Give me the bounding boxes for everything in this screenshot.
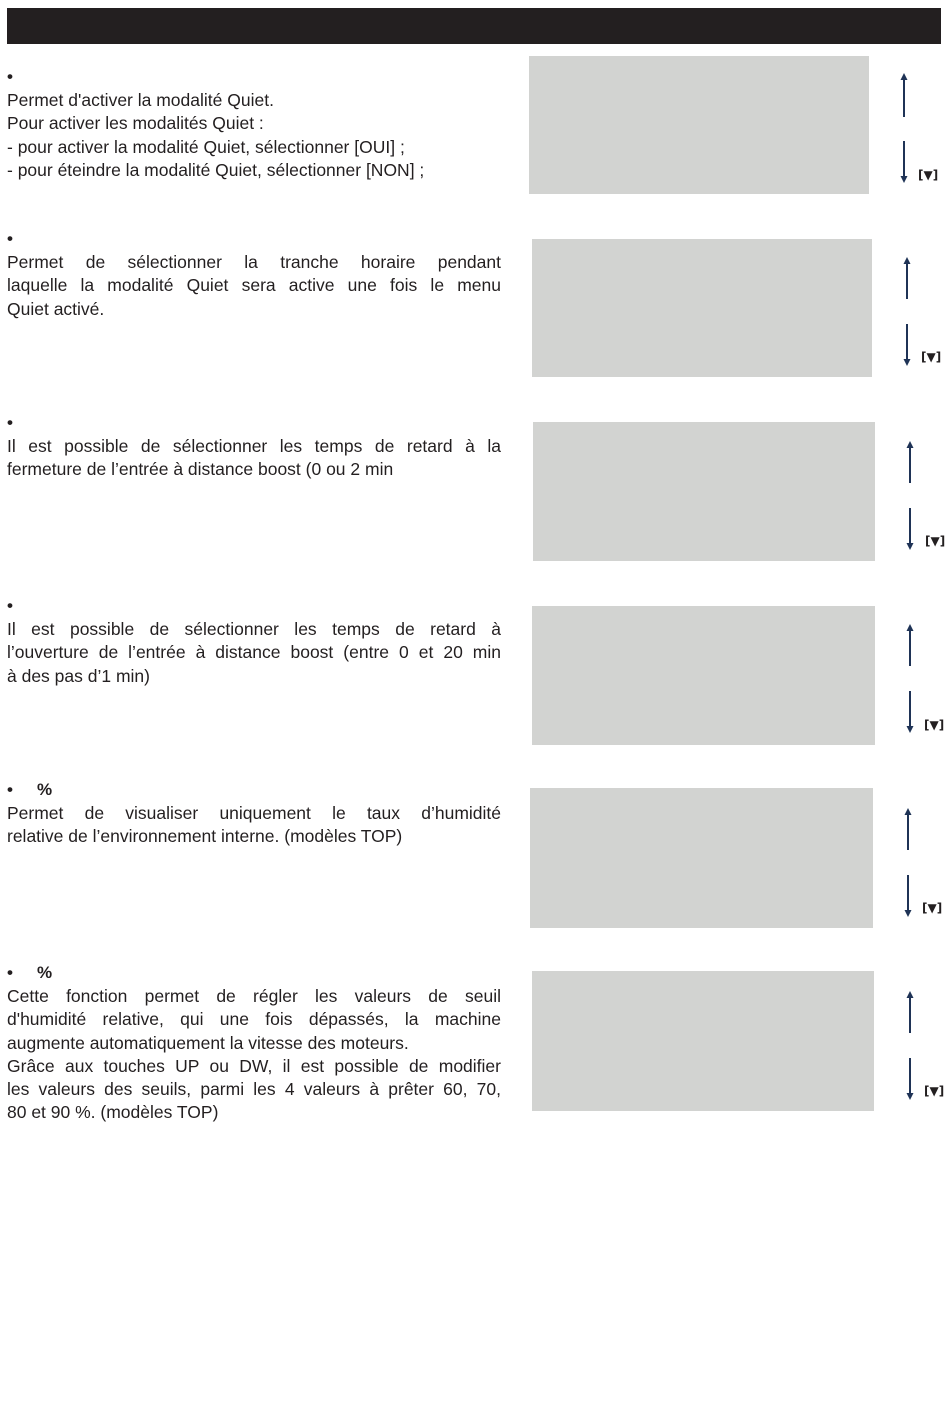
item-heading bbox=[7, 229, 13, 249]
down-key-label: [▼] bbox=[918, 168, 939, 182]
display-screen-placeholder bbox=[532, 239, 872, 377]
description-line: augmente automatiquement la vitesse des moteurs. bbox=[7, 1032, 409, 1053]
description-line: - pour activer la modalité Quiet, sélectionner [OUI] ; bbox=[7, 136, 405, 157]
description-line: Permet de sélectionner la tranche horaire pendant bbox=[7, 252, 501, 272]
display-screen-placeholder bbox=[532, 606, 875, 745]
item-description bbox=[7, 251, 501, 321]
menu-item-humidity-display bbox=[0, 780, 950, 930]
item-heading bbox=[7, 413, 13, 433]
arrow-down-icon bbox=[905, 1058, 915, 1100]
arrow-up-icon bbox=[905, 441, 915, 483]
item-heading bbox=[7, 963, 52, 983]
down-key-label: [▼] bbox=[925, 534, 946, 548]
bullet: • bbox=[7, 229, 13, 248]
header-bar bbox=[7, 8, 941, 44]
arrow-up-icon bbox=[899, 73, 909, 117]
item-description bbox=[7, 435, 501, 482]
down-key-label: [▼] bbox=[924, 1084, 945, 1098]
description-line: Permet d'activer la modalité Quiet. bbox=[7, 90, 274, 110]
description-line: - pour éteindre la modalité Quiet, sélectionner [NON] ; bbox=[7, 159, 425, 180]
down-key-label: [▼] bbox=[924, 718, 945, 732]
description-line: fermeture de l’entrée à distance boost (0 ou 2 min bbox=[7, 459, 394, 480]
description-line: 80 et 90 %. (modèles TOP) bbox=[7, 1102, 219, 1123]
arrow-up-icon bbox=[902, 257, 912, 299]
menu-item-quiet-mode bbox=[0, 67, 950, 197]
bullet: • bbox=[7, 780, 13, 799]
description-line: Pour activer les modalités Quiet : bbox=[7, 113, 264, 134]
arrow-down-icon bbox=[903, 875, 913, 917]
description-line: Il est possible de sélectionner les temps de retard à la bbox=[7, 436, 501, 456]
bullet: • bbox=[7, 67, 13, 86]
description-line: Il est possible de sélectionner les temps de retard à bbox=[7, 619, 501, 639]
arrow-up-icon bbox=[903, 808, 913, 850]
display-screen-placeholder bbox=[530, 788, 873, 928]
arrow-up-icon bbox=[905, 624, 915, 666]
description-line: les valeurs des seuils, parmi les 4 valeurs à prêter 60, 70, bbox=[7, 1079, 501, 1100]
description-line: Cette fonction permet de régler les valeurs de seuil bbox=[7, 986, 501, 1006]
description-line: Quiet activé. bbox=[7, 298, 105, 319]
item-description bbox=[7, 802, 501, 849]
item-description bbox=[7, 618, 501, 688]
description-line: Permet de visualiser uniquement le taux d’humidité bbox=[7, 803, 501, 823]
menu-item-boost-close-delay bbox=[0, 413, 950, 563]
menu-item-quiet-time-slot bbox=[0, 229, 950, 379]
arrow-down-icon bbox=[905, 508, 915, 550]
description-line: Grâce aux touches UP ou DW, il est possible de modifier bbox=[7, 1055, 501, 1076]
description-line: laquelle la modalité Quiet sera active une fois le menu bbox=[7, 275, 501, 296]
down-key-label: [▼] bbox=[921, 350, 942, 364]
menu-item-boost-open-delay bbox=[0, 596, 950, 746]
menu-item-humidity-threshold bbox=[0, 963, 950, 1133]
description-line: l’ouverture de l’entrée à distance boost (entre 0 et 20 min bbox=[7, 642, 501, 663]
bullet: • bbox=[7, 963, 13, 982]
item-description bbox=[7, 985, 501, 1125]
item-heading bbox=[7, 67, 13, 87]
arrow-down-icon bbox=[905, 691, 915, 733]
heading-percent: % bbox=[36, 780, 53, 799]
arrow-down-icon bbox=[902, 324, 912, 366]
item-heading bbox=[7, 780, 52, 800]
description-line: à des pas d’1 min) bbox=[7, 665, 150, 686]
description-line: d'humidité relative, qui une fois dépassés, la machine bbox=[7, 1009, 501, 1030]
item-heading bbox=[7, 596, 13, 616]
down-key-label: [▼] bbox=[922, 901, 943, 915]
display-screen-placeholder bbox=[533, 422, 875, 561]
display-screen-placeholder bbox=[529, 56, 869, 194]
description-line: relative de l’environnement interne. (modèles TOP) bbox=[7, 826, 403, 847]
arrow-down-icon bbox=[899, 141, 909, 183]
item-description bbox=[7, 89, 501, 182]
display-screen-placeholder bbox=[532, 971, 874, 1111]
bullet: • bbox=[7, 413, 13, 432]
bullet: • bbox=[7, 596, 13, 615]
heading-percent: % bbox=[36, 963, 53, 982]
arrow-up-icon bbox=[905, 991, 915, 1033]
